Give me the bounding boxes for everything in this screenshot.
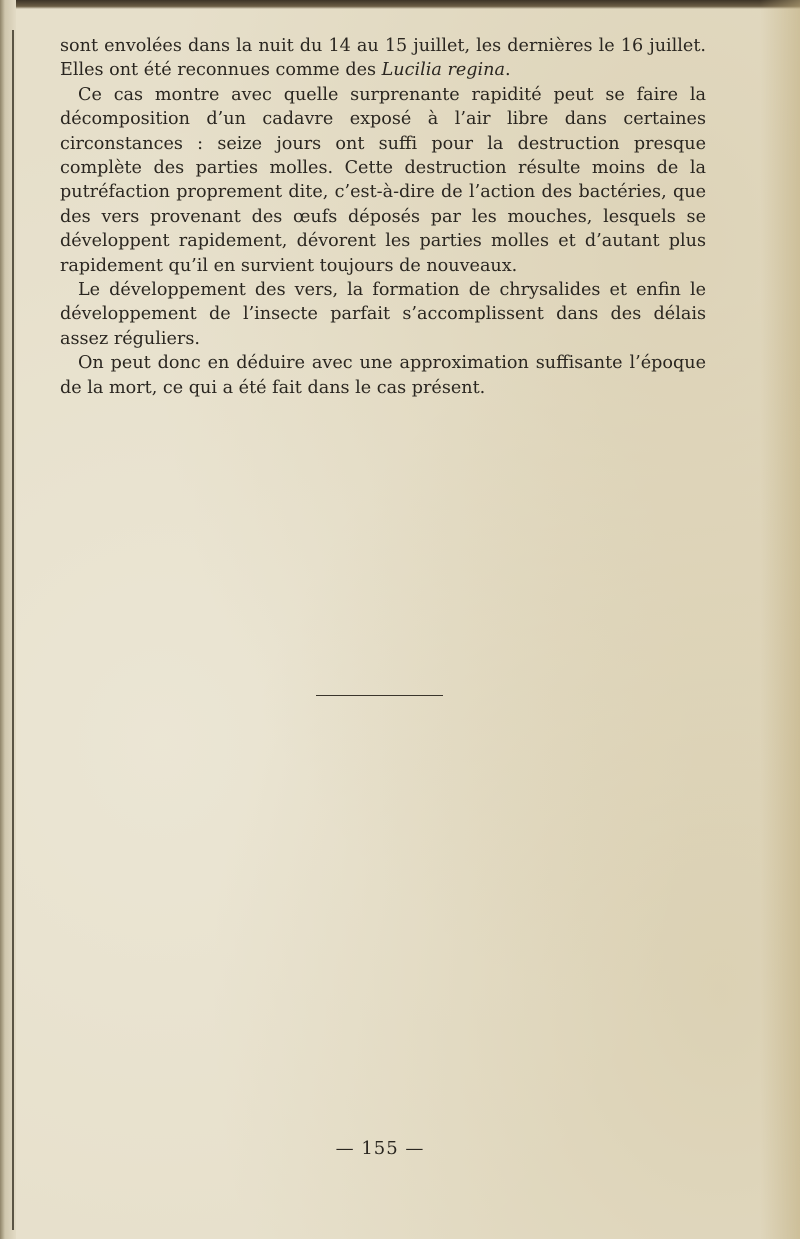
section-separator-rule xyxy=(316,695,443,696)
paragraph-4 xyxy=(60,351,706,400)
page-number: — 155 — xyxy=(335,1138,425,1159)
left-margin-line xyxy=(12,30,14,1230)
paragraph-3-text: Le développement des vers, la formation de chrysalides et enfin le développement de l’insecte parfait s’accomplissent dans des délais assez réguliers. xyxy=(60,280,706,349)
right-page-stain xyxy=(760,0,800,1239)
paragraph-1 xyxy=(60,34,706,83)
body-text xyxy=(60,34,706,400)
paragraph-1-text: sont envolées dans la nuit du 14 au 15 juillet, les dernières le 16 juillet. Elles ont été reconnues comme des xyxy=(60,36,706,81)
top-page-edge xyxy=(0,0,800,9)
paragraph-1-end: . xyxy=(505,60,511,81)
paragraph-2-text: Ce cas montre avec quelle surprenante rapidité peut se faire la décomposition d’un cadavre exposé à l’air libre dans certaines circonstances : seize jours ont suffi pour la destruction presque complète des parties molles. Cette destruction résulte moins de la putréfaction proprement dite, c’est-à-dire de l’action des bactéries, que des vers provenant des œufs déposés par les mouches, lesquels se développent rapidement, dévorent les parties molles et d’autant plus rapidement qu’il en survient toujours de nouveaux. xyxy=(60,84,706,276)
paragraph-2 xyxy=(60,83,706,278)
paragraph-4-text: On peut donc en déduire avec une approximation suffisante l’époque de la mort, ce qui a été fait dans le cas présent. xyxy=(60,353,706,398)
paragraph-3 xyxy=(60,278,706,351)
species-name: Lucilia regina xyxy=(381,60,505,81)
